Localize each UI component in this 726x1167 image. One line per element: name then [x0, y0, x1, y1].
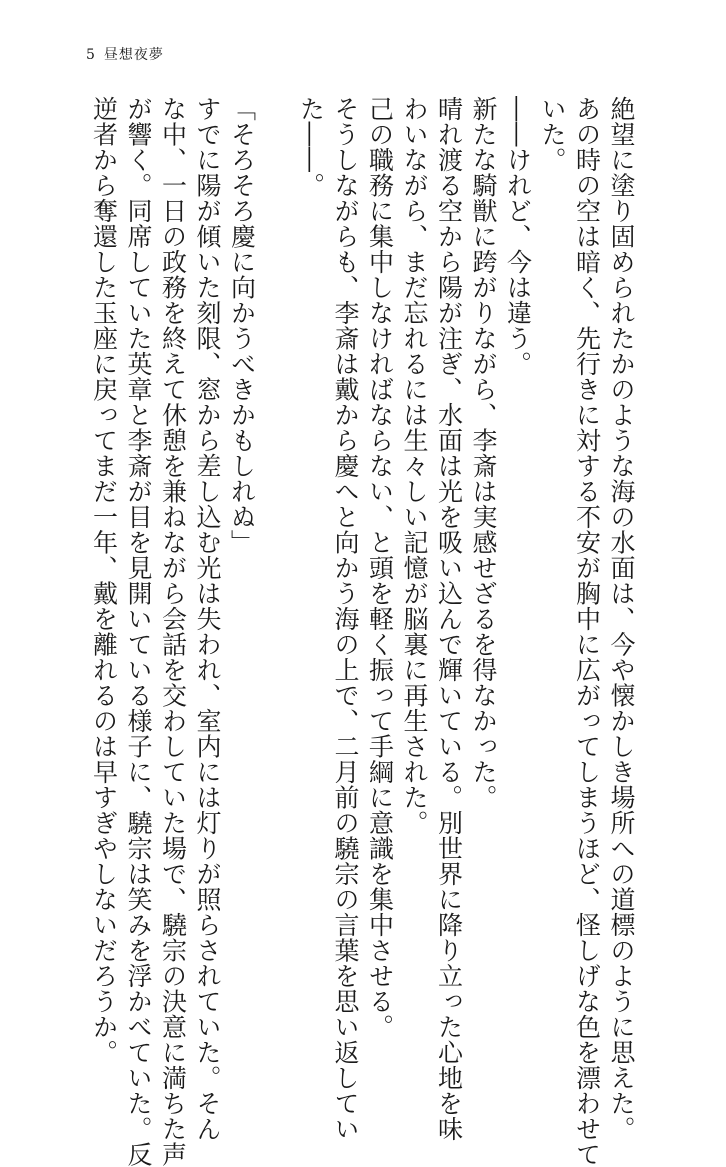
text-column: 逆者から奪還した玉座に戻ってまだ一年、戴を離れるのは早すぎやしないだろうか。: [89, 96, 119, 1065]
text-column: な中、一日の政務を終えて休憩を兼ねながら会話を交わしていた場で、驍宗の決意に満ちた声: [158, 96, 188, 1167]
text-column: 「そろそろ慶に向かうべきかもしれぬ」: [227, 96, 257, 555]
text-column: あの時の空は暗く、先行きに対する不安が胸中に広がってしまうほど、怪しげな色を漂わせて: [572, 96, 602, 1167]
chapter-title: 昼想夜夢: [103, 47, 164, 63]
text-column: ――けれど、今は違う。: [503, 96, 533, 377]
running-head: [86, 44, 164, 64]
vertical-text-body: [86, 96, 638, 1167]
chapter-number: 5: [86, 47, 96, 63]
text-column: 晴れ渡る空から陽が注ぎ、水面は光を吸い込んで輝いている。別世界に降り立った心地を味: [434, 96, 464, 1142]
text-column: 己の職務に集中しなければならない、と頭を軽く振って手綱に意識を集中させる。: [365, 96, 395, 1040]
text-column: そうしながらも、李斎は戴から慶へと向かう海の上で、二月前の驍宗の言葉を思い返してい: [331, 96, 360, 1142]
text-column: 新たな騎獣に跨がりながら、李斎は実感せざるを得なかった。: [469, 96, 498, 810]
text-column: すでに陽が傾いた刻限、窓から差し込む光は失われ、室内には灯りが照らされていた。そん: [193, 96, 222, 1142]
text-column: 絶望に塗り固められたかのような海の水面は、今や懐かしき場所への道標のように思えた。: [607, 96, 636, 1142]
text-column: わいながら、まだ忘れるには生々しい記憶が脳裏に再生された。: [400, 96, 429, 836]
section-gap: [259, 96, 294, 996]
text-column: いた。: [538, 96, 567, 173]
text-column: た――。: [296, 96, 326, 198]
text-column: が響く。同席していた英章と李斎が目を見開いている様子に、驍宗は笑みを浮かべていた。反: [124, 96, 153, 1167]
